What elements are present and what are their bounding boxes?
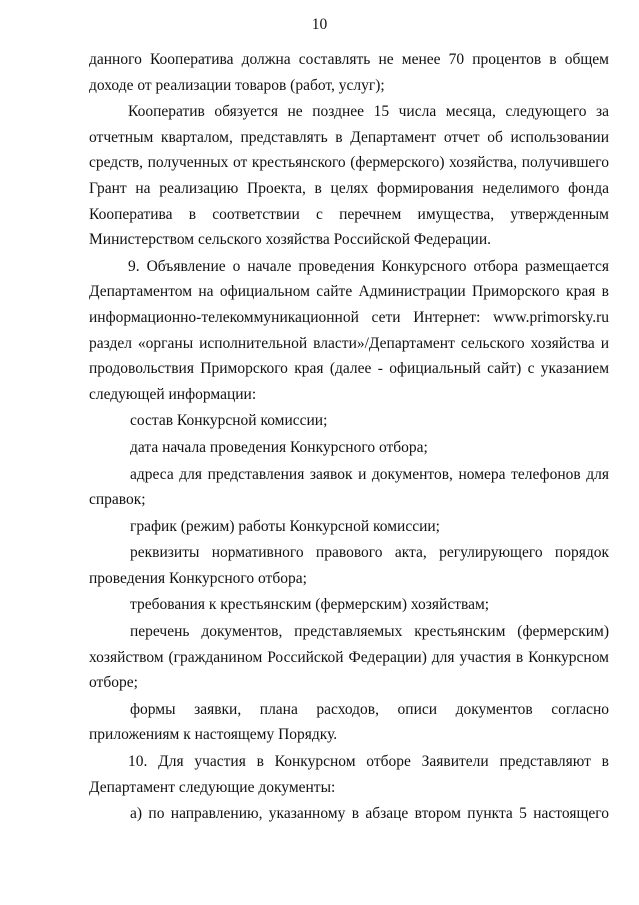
paragraph-cooperative-report: Кооператив обязуется не позднее 15 числа месяца, следующего за отчетным кварталом, представлять в Департамент отчет об использовании средств, полученных от крестьянского (фермерского) хозяйства, получившего Грант на реализацию Проекта, в целях формирования неделимого фонда Кооператива в соответствии с перечнем имущества, утвержденным Министерством сельского хозяйства Российской Федерации. xyxy=(89,103,609,249)
list-item-addresses-phones: адреса для представления заявок и документов, номера телефонов для справок; xyxy=(89,465,609,509)
list-item-farm-requirements: требования к крестьянским (фермерским) хозяйствам; xyxy=(130,596,490,614)
list-item-documents-list: перечень документов, представляемых крестьянским (фермерским) хозяйством (гражданином Российской Федерации) для участия в Конкурсном отборе; xyxy=(89,623,609,692)
paragraph-10a-direction: а) по направлению, указанному в абзаце втором пункта 5 настоящего xyxy=(130,805,609,823)
list-item-start-date: дата начала проведения Конкурсного отбора; xyxy=(130,438,428,456)
list-item-regulatory-act: реквизиты нормативного правового акта, регулирующего порядок проведения Конкурсного отбора; xyxy=(89,544,609,587)
paragraph-10-documents: 10. Для участия в Конкурсном отборе Заявители представляют в Департамент следующие документы: xyxy=(89,753,609,796)
list-item-forms: формы заявки, плана расходов, описи документов согласно приложениям к настоящему Порядку. xyxy=(89,700,609,744)
list-item-work-schedule: график (режим) работы Конкурсной комиссии; xyxy=(130,517,440,535)
paragraph-9-announcement: 9. Объявление о начале проведения Конкурсного отбора размещается Департаментом на официальном сайте Администрации Приморского края в информационно-телекоммуникационной сети Интернет: www.primorsky.ru раздел «органы исполнительной власти»/Департамент сельского хозяйства и продовольствия Приморского края (далее - официальный сайт) с указанием следующей информации: xyxy=(89,257,609,403)
paragraph-cooperative-income: данного Кооператива должна составлять не менее 70 процентов в общем доходе от реализации товаров (работ, услуг); xyxy=(89,51,609,94)
document-body xyxy=(89,47,609,827)
page-number: 10 xyxy=(311,16,328,33)
list-item-commission-composition: состав Конкурсной комиссии; xyxy=(130,412,328,430)
